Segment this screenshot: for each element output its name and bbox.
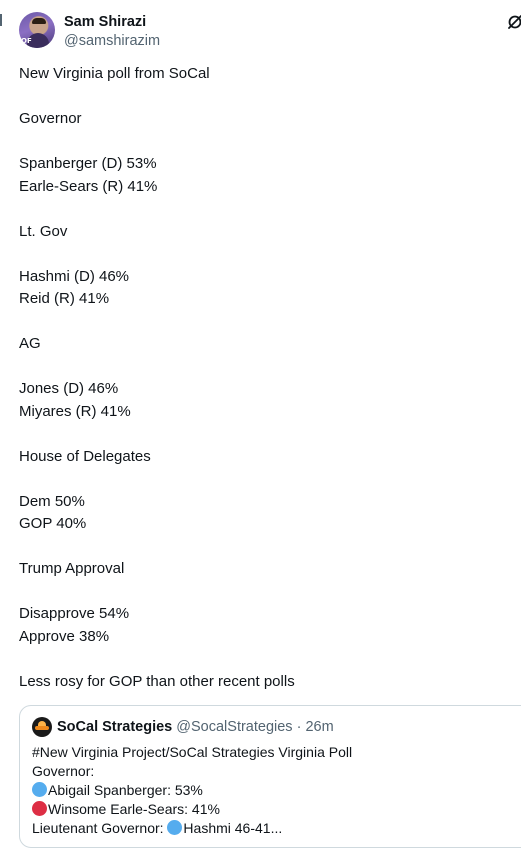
tweet-text-line: Hashmi (D) 46%: [19, 267, 130, 285]
quoted-line: [32, 781, 512, 800]
tweet-text-line: Reid (R) 41%: [19, 290, 110, 307]
tweet-text-line: Spanberger (D) 53%: [19, 155, 157, 172]
tweet-blank-line: [19, 356, 509, 379]
quoted-author-handle: @SocalStrategies: [176, 719, 293, 735]
tweet-text-line: House of Delegates: [19, 447, 151, 465]
tweet-blank-line: [19, 581, 509, 604]
tweet-text: [19, 63, 509, 693]
tweet-text-line: AG: [19, 335, 41, 352]
tweet-blank-line: [19, 648, 509, 671]
quoted-separator: ·: [296, 719, 302, 735]
quoted-line-text: Winsome Earle-Sears: 41%: [48, 801, 220, 817]
blue-circle-icon: [167, 820, 182, 835]
quoted-line: Governor:: [32, 763, 95, 779]
tweet-text-line: GOP 40%: [19, 515, 87, 532]
tweet-blank-line: [19, 131, 509, 154]
quoted-timestamp: 26m: [305, 719, 334, 735]
avatar[interactable]: [19, 12, 55, 48]
red-circle-icon: [32, 801, 47, 816]
quoted-line: #New Virginia Project/SoCal Strategies Virginia Poll: [32, 744, 353, 760]
blue-circle-icon: [32, 782, 47, 797]
tweet-text-line: Less rosy for GOP than other recent polls: [19, 672, 295, 690]
tweet-text-line: Lt. Gov: [19, 222, 68, 240]
tweet-text-line: Dem 50%: [19, 492, 85, 510]
tweet-blank-line: [19, 311, 509, 334]
tweet-blank-line: [19, 423, 509, 446]
tweet-blank-line: [19, 243, 509, 266]
quoted-line-text: Lieutenant Governor:: [32, 820, 168, 836]
tweet-header: [19, 12, 521, 52]
tweet-blank-line: [19, 86, 509, 109]
quoted-tweet-header: [32, 717, 334, 739]
quoted-line-text: Hashmi 46-41...: [183, 820, 283, 836]
quoted-line: [32, 819, 512, 838]
tweet-text-line: Trump Approval: [19, 560, 125, 577]
tweet-text-line: Disapprove 54%: [19, 605, 130, 622]
quoted-line: [32, 800, 512, 819]
quoted-author-name: SoCal Strategies: [57, 719, 173, 735]
tweet-text-line: Governor: [19, 110, 82, 127]
quoted-tweet-card[interactable]: [19, 705, 521, 848]
author-display-name[interactable]: Sam Shirazi: [64, 14, 147, 30]
quoted-line-text: Abigail Spanberger: 53%: [48, 782, 203, 798]
avatar-hair: [32, 18, 46, 24]
tweet-blank-line: [19, 536, 509, 559]
tweet-text-line: Approve 38%: [19, 627, 110, 645]
quoted-tweet-body: [32, 743, 512, 838]
grok-icon[interactable]: [507, 14, 521, 30]
left-edge-mark: [0, 14, 2, 26]
tweet-text-line: Jones (D) 46%: [19, 380, 119, 397]
tweet-blank-line: [19, 468, 509, 491]
avatar-tag: OF: [21, 37, 32, 45]
tweet-text-line: Earle-Sears (R) 41%: [19, 177, 158, 195]
author-handle[interactable]: @samshirazim: [64, 33, 161, 49]
tweet-text-line: New Virginia poll from SoCal: [19, 65, 210, 82]
tweet-text-line: Miyares (R) 41%: [19, 402, 131, 420]
tweet-blank-line: [19, 198, 509, 221]
quoted-author-avatar: [32, 717, 52, 737]
